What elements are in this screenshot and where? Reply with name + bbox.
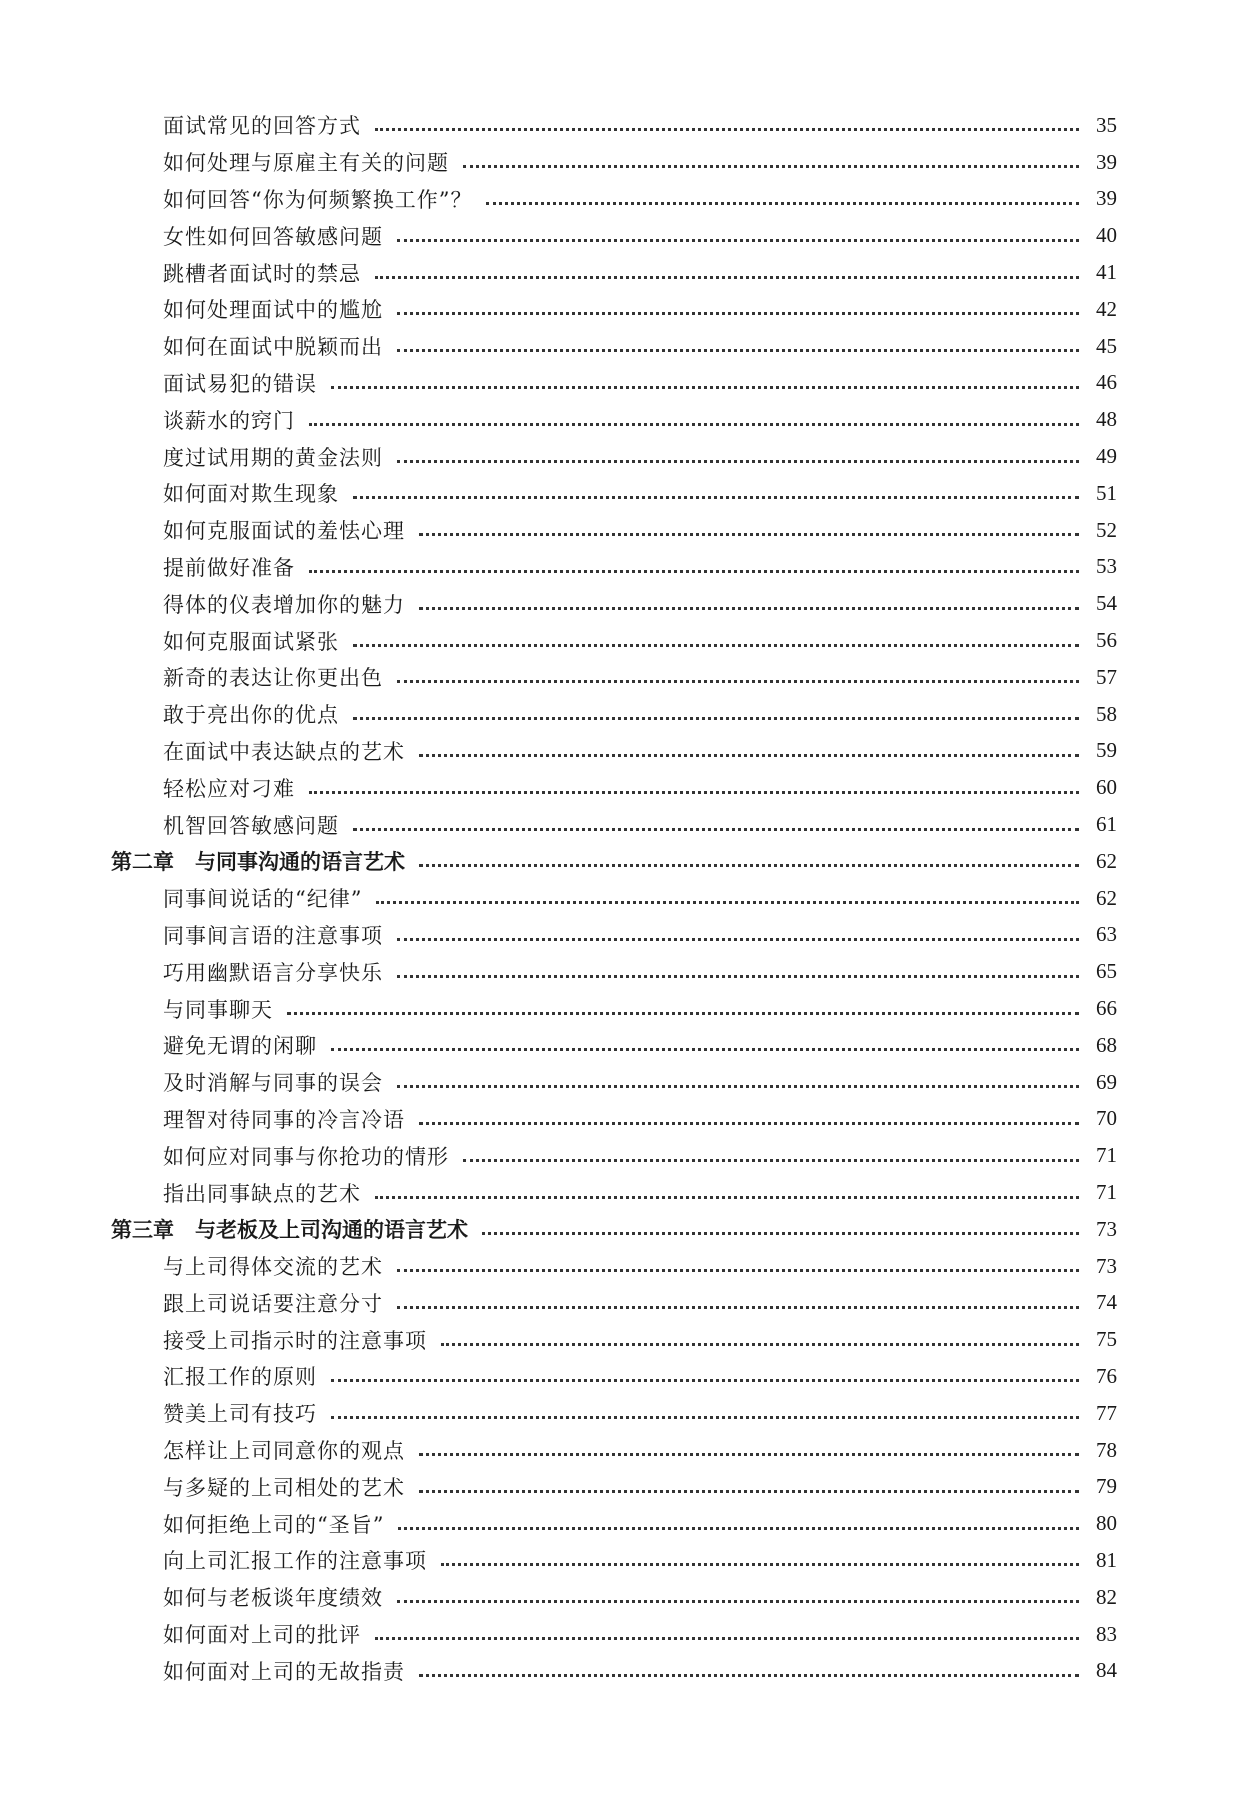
toc-page-number: 83 bbox=[1096, 1621, 1117, 1646]
dot-leader bbox=[397, 346, 1079, 352]
dot-leader bbox=[397, 935, 1079, 941]
toc-entry-title: 面试易犯的错误 bbox=[163, 371, 317, 396]
toc-entry-title: 指出同事缺点的艺术 bbox=[163, 1181, 361, 1206]
toc-entry-title: 及时消解与同事的误会 bbox=[163, 1071, 383, 1096]
table-of-contents bbox=[0, 107, 1234, 1689]
toc-page-number: 53 bbox=[1096, 554, 1117, 579]
toc-page-number: 48 bbox=[1096, 407, 1117, 432]
toc-entry-title: 如何应对同事与你抢功的情形 bbox=[163, 1144, 449, 1169]
toc-entry bbox=[0, 1468, 1234, 1505]
dot-leader bbox=[376, 898, 1079, 904]
toc-page-number: 73 bbox=[1096, 1216, 1117, 1241]
toc-page-number: 62 bbox=[1096, 848, 1117, 873]
toc-page-number: 61 bbox=[1096, 812, 1117, 837]
toc-entry-title: 汇报工作的原则 bbox=[163, 1365, 317, 1390]
toc-page-number: 74 bbox=[1096, 1290, 1117, 1315]
toc-entry bbox=[0, 365, 1234, 402]
dot-leader bbox=[397, 677, 1079, 683]
toc-page-number: 75 bbox=[1096, 1327, 1117, 1352]
dot-leader bbox=[309, 567, 1079, 573]
toc-entry bbox=[0, 217, 1234, 254]
toc-entry-title: 敢于亮出你的优点 bbox=[163, 703, 339, 728]
toc-page-number: 58 bbox=[1096, 701, 1117, 726]
toc-entry-title: 轻松应对刁难 bbox=[163, 776, 295, 801]
toc-entry bbox=[0, 107, 1234, 144]
toc-entry bbox=[0, 144, 1234, 181]
toc-entry bbox=[0, 254, 1234, 291]
dot-leader bbox=[375, 1193, 1079, 1199]
toc-page-number: 69 bbox=[1096, 1069, 1117, 1094]
dot-leader bbox=[397, 457, 1079, 463]
toc-page-number: 56 bbox=[1096, 628, 1117, 653]
toc-entry bbox=[0, 622, 1234, 659]
toc-entry-title: 向上司汇报工作的注意事项 bbox=[163, 1549, 427, 1574]
dot-leader bbox=[398, 1524, 1079, 1530]
dot-leader bbox=[353, 714, 1079, 720]
toc-page-number: 42 bbox=[1096, 296, 1117, 321]
toc-entry bbox=[0, 1101, 1234, 1138]
toc-entry-title: 如何回答“你为何频繁换工作”？ bbox=[163, 187, 473, 212]
toc-entry bbox=[0, 512, 1234, 549]
toc-entry-title: 女性如何回答敏感问题 bbox=[163, 224, 383, 249]
dot-leader bbox=[486, 199, 1079, 205]
toc-entry bbox=[0, 1395, 1234, 1432]
toc-entry-title: 接受上司指示时的注意事项 bbox=[163, 1328, 427, 1353]
toc-entry-title: 与多疑的上司相处的艺术 bbox=[163, 1475, 405, 1500]
toc-entry bbox=[0, 1321, 1234, 1358]
toc-entry bbox=[0, 291, 1234, 328]
toc-entry bbox=[0, 1542, 1234, 1579]
dot-leader bbox=[309, 420, 1079, 426]
toc-entry bbox=[0, 696, 1234, 733]
toc-chapter-title: 第二章 与同事沟通的语言艺术 bbox=[111, 850, 405, 875]
toc-entry-title: 跟上司说话要注意分寸 bbox=[163, 1291, 383, 1316]
toc-entry bbox=[0, 1652, 1234, 1689]
toc-page-number: 40 bbox=[1096, 223, 1117, 248]
toc-entry-title: 避免无谓的闲聊 bbox=[163, 1034, 317, 1059]
dot-leader bbox=[331, 1376, 1079, 1382]
dot-leader bbox=[287, 1009, 1079, 1015]
toc-page-number: 54 bbox=[1096, 591, 1117, 616]
toc-page-number: 82 bbox=[1096, 1584, 1117, 1609]
toc-entry bbox=[0, 1137, 1234, 1174]
dot-leader bbox=[441, 1560, 1079, 1566]
toc-page-number: 57 bbox=[1096, 664, 1117, 689]
dot-leader bbox=[397, 236, 1079, 242]
dot-leader bbox=[375, 1634, 1079, 1640]
dot-leader bbox=[397, 1266, 1079, 1272]
toc-page-number: 46 bbox=[1096, 370, 1117, 395]
toc-page-number: 80 bbox=[1096, 1511, 1117, 1536]
toc-entry-title: 理智对待同事的冷言冷语 bbox=[163, 1107, 405, 1132]
toc-entry-title: 赞美上司有技巧 bbox=[163, 1402, 317, 1427]
toc-entry bbox=[0, 1248, 1234, 1285]
toc-entry-title: 如何在面试中脱颖而出 bbox=[163, 335, 383, 360]
toc-entry-title: 机智回答敏感问题 bbox=[163, 813, 339, 838]
dot-leader bbox=[419, 1119, 1079, 1125]
toc-chapter-entry bbox=[0, 843, 1234, 880]
toc-entry-title: 新奇的表达让你更出色 bbox=[163, 666, 383, 691]
dot-leader bbox=[353, 825, 1079, 831]
toc-entry bbox=[0, 806, 1234, 843]
toc-entry bbox=[0, 880, 1234, 917]
dot-leader bbox=[331, 1413, 1079, 1419]
toc-entry-title: 同事间说话的“纪律” bbox=[163, 887, 363, 912]
toc-entry-title: 如何处理与原雇主有关的问题 bbox=[163, 151, 449, 176]
toc-entry-title: 如何与老板谈年度绩效 bbox=[163, 1586, 383, 1611]
dot-leader bbox=[419, 751, 1079, 757]
dot-leader bbox=[419, 1671, 1079, 1677]
toc-entry bbox=[0, 1579, 1234, 1616]
toc-page-number: 76 bbox=[1096, 1363, 1117, 1388]
toc-entry bbox=[0, 1174, 1234, 1211]
toc-entry-title: 如何克服面试紧张 bbox=[163, 629, 339, 654]
dot-leader bbox=[463, 1156, 1079, 1162]
toc-entry bbox=[0, 1358, 1234, 1395]
toc-page-number: 39 bbox=[1096, 149, 1117, 174]
toc-page-number: 78 bbox=[1096, 1437, 1117, 1462]
toc-entry bbox=[0, 475, 1234, 512]
dot-leader bbox=[309, 788, 1079, 794]
toc-entry bbox=[0, 401, 1234, 438]
toc-entry-title: 与同事聊天 bbox=[163, 997, 273, 1022]
dot-leader bbox=[419, 604, 1079, 610]
toc-page-number: 59 bbox=[1096, 738, 1117, 763]
dot-leader bbox=[397, 972, 1079, 978]
toc-page-number: 81 bbox=[1096, 1547, 1117, 1572]
toc-page-number: 71 bbox=[1096, 1180, 1117, 1204]
dot-leader bbox=[482, 1229, 1079, 1235]
toc-page-number: 77 bbox=[1096, 1400, 1117, 1425]
toc-entry bbox=[0, 659, 1234, 696]
toc-entry-title: 如何拒绝上司的“圣旨” bbox=[163, 1512, 385, 1537]
toc-entry bbox=[0, 1616, 1234, 1653]
dot-leader bbox=[397, 1082, 1079, 1088]
toc-entry-title: 面试常见的回答方式 bbox=[163, 114, 361, 139]
toc-entry bbox=[0, 953, 1234, 990]
toc-entry-title: 如何面对上司的无故指责 bbox=[163, 1659, 405, 1684]
dot-leader bbox=[375, 273, 1079, 279]
toc-entry-title: 跳槽者面试时的禁忌 bbox=[163, 261, 361, 286]
toc-entry bbox=[0, 181, 1234, 218]
toc-page-number: 70 bbox=[1096, 1106, 1117, 1131]
toc-entry bbox=[0, 1285, 1234, 1322]
toc-entry bbox=[0, 1505, 1234, 1542]
toc-entry bbox=[0, 549, 1234, 586]
toc-entry-title: 度过试用期的黄金法则 bbox=[163, 445, 383, 470]
toc-page-number: 62 bbox=[1096, 885, 1117, 910]
dot-leader bbox=[397, 309, 1079, 315]
toc-page-number: 45 bbox=[1096, 333, 1117, 358]
toc-page-number: 51 bbox=[1096, 480, 1117, 505]
toc-page-number: 68 bbox=[1096, 1032, 1117, 1057]
toc-page-number: 63 bbox=[1096, 922, 1117, 947]
toc-entry-title: 在面试中表达缺点的艺术 bbox=[163, 739, 405, 764]
dot-leader bbox=[331, 383, 1079, 389]
dot-leader bbox=[419, 530, 1079, 536]
dot-leader bbox=[441, 1340, 1079, 1346]
toc-page-number: 79 bbox=[1096, 1474, 1117, 1499]
dot-leader bbox=[463, 162, 1079, 168]
toc-entry bbox=[0, 917, 1234, 954]
toc-page-number: 84 bbox=[1096, 1658, 1117, 1683]
toc-entry-title: 同事间言语的注意事项 bbox=[163, 923, 383, 948]
toc-chapter-entry bbox=[0, 1211, 1234, 1248]
toc-entry-title: 如何处理面试中的尴尬 bbox=[163, 298, 383, 323]
toc-entry-title: 如何克服面试的羞怯心理 bbox=[163, 519, 405, 544]
toc-page-number: 73 bbox=[1096, 1253, 1117, 1278]
toc-entry bbox=[0, 1064, 1234, 1101]
dot-leader bbox=[331, 1045, 1079, 1051]
dot-leader bbox=[353, 493, 1079, 499]
dot-leader bbox=[419, 1487, 1079, 1493]
toc-entry-title: 提前做好准备 bbox=[163, 555, 295, 580]
toc-entry bbox=[0, 585, 1234, 622]
dot-leader bbox=[353, 641, 1079, 647]
toc-entry bbox=[0, 1432, 1234, 1469]
toc-entry-title: 如何面对上司的批评 bbox=[163, 1623, 361, 1648]
dot-leader bbox=[419, 1450, 1079, 1456]
toc-entry bbox=[0, 769, 1234, 806]
toc-page-number: 39 bbox=[1096, 186, 1117, 211]
toc-page-number: 52 bbox=[1096, 517, 1117, 542]
toc-entry bbox=[0, 990, 1234, 1027]
toc-page-number: 66 bbox=[1096, 996, 1117, 1021]
toc-entry-title: 怎样让上司同意你的观点 bbox=[163, 1439, 405, 1464]
toc-entry bbox=[0, 1027, 1234, 1064]
toc-entry-title: 巧用幽默语言分享快乐 bbox=[163, 960, 383, 985]
toc-entry bbox=[0, 438, 1234, 475]
toc-page-number: 49 bbox=[1096, 444, 1117, 469]
toc-entry-title: 如何面对欺生现象 bbox=[163, 482, 339, 507]
dot-leader bbox=[397, 1597, 1079, 1603]
toc-page-number: 71 bbox=[1096, 1143, 1117, 1168]
toc-entry-title: 得体的仪表增加你的魅力 bbox=[163, 592, 405, 617]
dot-leader bbox=[375, 125, 1079, 131]
dot-leader bbox=[419, 861, 1079, 867]
toc-page-number: 60 bbox=[1096, 775, 1117, 800]
toc-entry-title: 谈薪水的窍门 bbox=[163, 408, 295, 433]
toc-page-number: 41 bbox=[1096, 260, 1117, 285]
toc-entry-title: 与上司得体交流的艺术 bbox=[163, 1255, 383, 1280]
toc-page-number: 35 bbox=[1096, 112, 1117, 137]
toc-page-number: 65 bbox=[1096, 959, 1117, 984]
toc-chapter-title: 第三章 与老板及上司沟通的语言艺术 bbox=[111, 1218, 468, 1243]
dot-leader bbox=[397, 1303, 1079, 1309]
toc-entry bbox=[0, 733, 1234, 770]
toc-entry bbox=[0, 328, 1234, 365]
